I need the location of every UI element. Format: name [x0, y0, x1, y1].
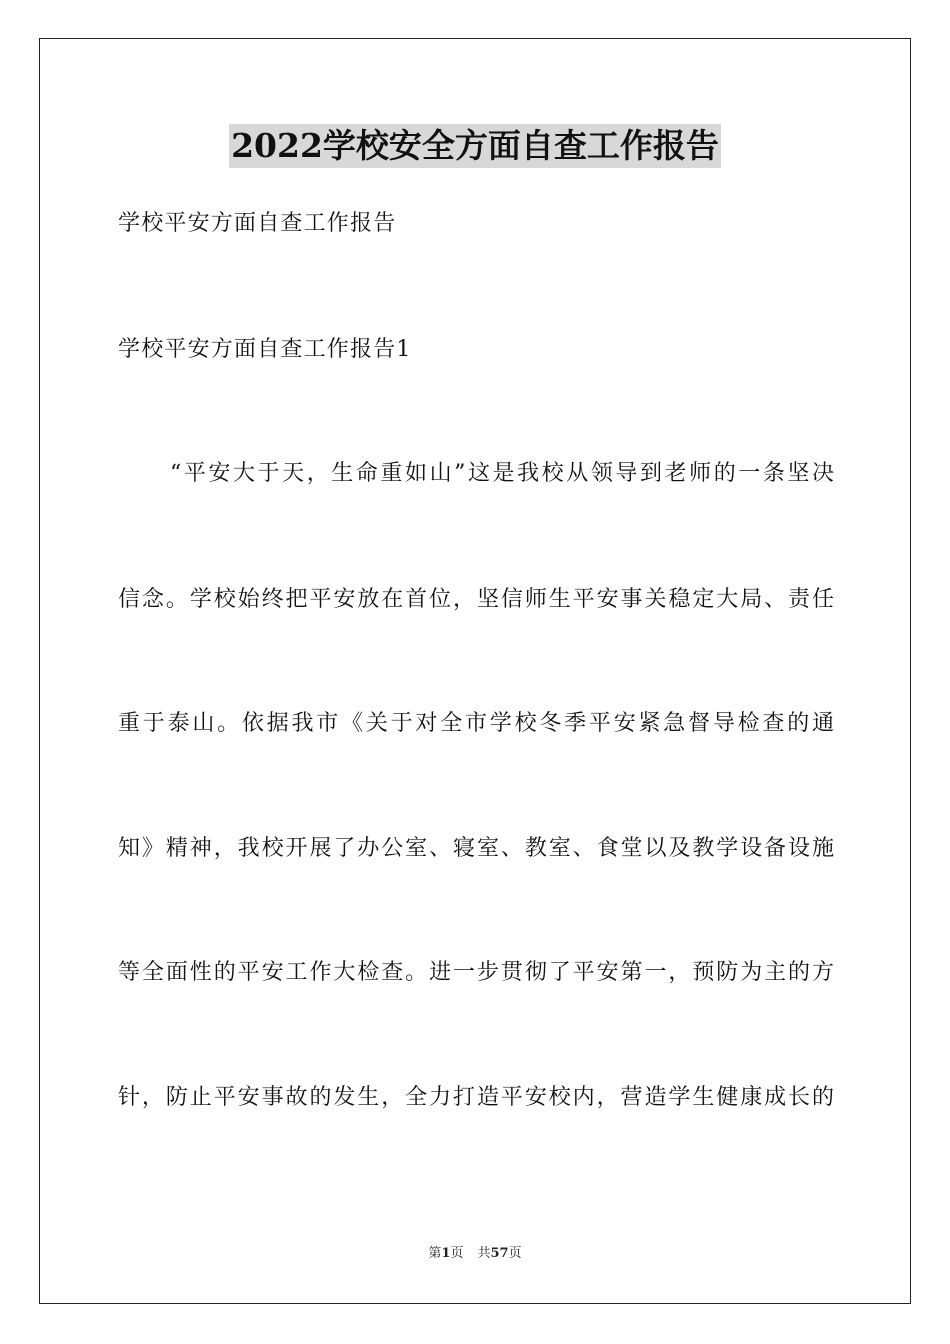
total-suffix: 页: [508, 1246, 522, 1261]
paragraph-line-3: 重于泰山。依据我市《关于对全市学校冬季平安紧急督导检查的通: [118, 711, 834, 736]
document-subtitle: 学校平安方面自查工作报告: [118, 211, 397, 236]
paragraph-line-6: 针，防止平安事故的发生，全力打造平安校内，营造学生健康成长的: [118, 1085, 834, 1110]
page-number: 1: [441, 1246, 451, 1261]
paragraph-line-4: 知》精神，我校开展了办公室、寝室、教室、食堂以及教学设备设施: [118, 836, 834, 861]
page-footer: [0, 1245, 950, 1263]
title-container: [0, 124, 950, 168]
paragraph-line-2: 信念。学校始终把平安放在首位，坚信师生平安事关稳定大局、责任: [118, 587, 834, 612]
paragraph-line-5: 等全面性的平安工作大检查。进一步贯彻了平安第一，预防为主的方: [118, 960, 834, 985]
paragraph-line-1: “平安大于天，生命重如山”这是我校从领导到老师的一条坚决: [170, 461, 834, 486]
total-pages: 57: [490, 1246, 509, 1261]
total-prefix: 共: [477, 1246, 491, 1261]
page-suffix: 页: [450, 1246, 464, 1261]
document-title: 2022学校安全方面自查工作报告: [229, 124, 721, 168]
page-prefix: 第: [428, 1246, 442, 1261]
section-heading: 学校平安方面自查工作报告1: [118, 337, 412, 362]
